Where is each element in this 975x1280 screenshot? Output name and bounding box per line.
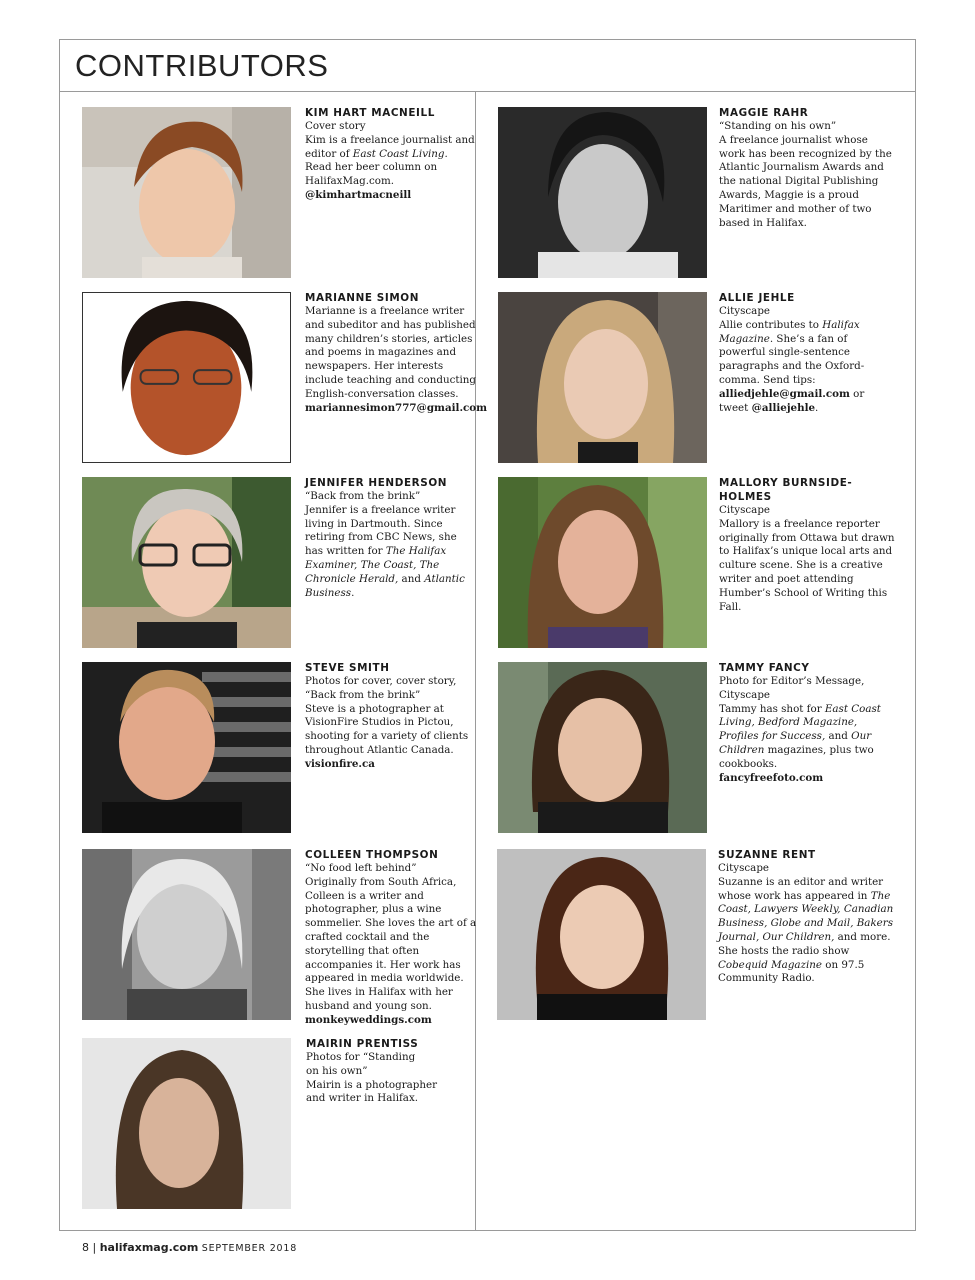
social-handle: @kimhartmacneill — [305, 188, 412, 201]
header-divider — [59, 91, 916, 92]
contributor-description: Suzanne is an editor and writer whose work has appeared in The Coast, Lawyers Weekly, Canadian Business, Globe and Mail, Bakers Journal, Our Children, and more. She hosts the radio show Cobequid Magazine on 97.5 Community Radio. — [718, 875, 894, 985]
contributor-website: monkeyweddings.com — [305, 1013, 432, 1026]
contributor-description: Steve is a photographer at VisionFire Studios in Pictou, shooting for a variety of clients throughout Atlantic Canada. visionfire.ca — [305, 702, 469, 770]
contributor-bio-marianne — [305, 291, 488, 415]
contributor-name: MARIANNE SIMON — [305, 292, 420, 304]
page-title: CONTRIBUTORS — [75, 48, 329, 83]
contributor-photo-kim — [82, 107, 291, 278]
contributor-photo-mallory — [498, 477, 707, 648]
contributor-name: JENNIFER HENDERSON — [305, 477, 448, 489]
contributor-description: Allie contributes to Halifax Magazine. She’s a fan of powerful single-sentence paragraphs and the Oxford-comma. Send tips: alliedjehle@gmail.com or tweet @alliejehle. — [719, 318, 865, 414]
page-footer — [82, 1241, 297, 1254]
contributor-photo-colleen — [82, 849, 291, 1020]
contributor-website: visionfire.ca — [305, 757, 375, 770]
contributor-bio-allie — [719, 291, 895, 415]
contributor-name: MAIRIN PRENTISS — [306, 1038, 419, 1050]
social-handle: @alliejehle — [751, 401, 816, 414]
contributor-email: mariannesimon777@gmail.com — [305, 401, 488, 414]
contributor-role: Cityscape — [718, 862, 770, 874]
contributor-role: Photo for Editor’s Message, Cityscape — [719, 675, 865, 701]
contributor-role: Cover story — [305, 120, 366, 132]
contributor-photo-maggie — [498, 107, 707, 278]
contributor-photo-tammy — [498, 662, 707, 833]
contributor-role: “Standing on his own” — [719, 120, 837, 132]
issue-date: SEPTEMBER 2018 — [201, 1243, 298, 1254]
contributor-bio-jennifer — [305, 476, 477, 600]
contributor-email: alliedjehle@gmail.com — [719, 387, 850, 400]
contributor-role: Photos for “Standing on his own” — [306, 1051, 416, 1077]
contributor-name: STEVE SMITH — [305, 662, 390, 674]
contributor-role: Cityscape — [719, 504, 771, 516]
contributor-bio-mallory — [719, 476, 895, 614]
contributor-photo-mairin — [82, 1038, 291, 1209]
contributor-description: A freelance journalist whose work has been recognized by the Atlantic Journalism Awards and the national Digital Publishing Awards, Maggie is a proud Maritimer and mother of two based in Halifax. — [719, 133, 892, 229]
footer-separator: | — [92, 1241, 97, 1254]
contributor-name: KIM HART MACNEILL — [305, 107, 435, 119]
contributor-website: fancyfreefoto.com — [719, 771, 824, 784]
contributor-photo-suzanne — [497, 849, 706, 1020]
footer-site-link[interactable]: halifaxmag.com — [99, 1241, 199, 1254]
contributor-bio-steve — [305, 661, 477, 772]
contributor-description: Kim is a freelance journalist and editor of East Coast Living. Read her beer column on HalifaxMag.com. — [305, 133, 475, 188]
contributor-photo-steve — [82, 662, 291, 833]
contributor-name: ALLIE JEHLE — [719, 292, 795, 304]
contributor-name: MAGGIE RAHR — [719, 107, 809, 119]
contributor-role: “No food left behind” — [305, 862, 417, 874]
contributor-description: Mairin is a photographer and writer in Halifax. — [306, 1078, 438, 1105]
contributor-bio-colleen — [305, 848, 477, 1028]
contributor-bio-maggie — [719, 106, 895, 230]
contributor-bio-mairin — [306, 1037, 478, 1106]
contributor-role: Cityscape — [719, 305, 771, 317]
contributor-photo-marianne — [82, 292, 291, 463]
contributor-bio-suzanne — [718, 848, 894, 986]
contributor-bio-kim — [305, 106, 477, 203]
contributor-bio-tammy — [719, 661, 895, 785]
contributor-name: SUZANNE RENT — [718, 849, 816, 861]
contributor-photo-allie — [498, 292, 707, 463]
contributor-role: Photos for cover, cover story, “Back from the brink” — [305, 675, 457, 701]
contributor-name: MALLORY BURNSIDE-HOLMES — [719, 477, 853, 503]
contributor-photo-jennifer — [82, 477, 291, 648]
contributor-description: Originally from South Africa, Colleen is a writer and photographer, plus a wine sommelier. She loves the art of a crafted cocktail and the storytelling that often accompanies it. Her work has appeared in media worldwide. She lives in Halifax with her husband and young son. — [305, 875, 477, 1012]
contributor-description: Mallory is a freelance reporter originally from Ottawa but drawn to Halifax’s unique local arts and culture scene. She is a creative writer and poet attending Humber’s School of Writing this Fall. — [719, 517, 895, 613]
contributor-description: Marianne is a freelance writer and subeditor and has published many children’s stories, articles and poems in magazines and newspapers. Her interests include teaching and conducting English-conversation classes. — [305, 305, 477, 400]
contributor-role: “Back from the brink” — [305, 490, 421, 502]
contributor-name: TAMMY FANCY — [719, 662, 810, 674]
page-number: 8 — [82, 1241, 89, 1254]
contributor-description: Tammy has shot for East Coast Living, Bedford Magazine, Profiles for Success, and Our Children magazines, plus two cookbooks. — [719, 702, 881, 770]
contributor-description: Jennifer is a freelance writer living in Dartmouth. Since retiring from CBC News, she has written for The Halifax Examiner, The Coast, The Chronicle Herald, and Atlantic Business. — [305, 503, 465, 599]
contributor-name: COLLEEN THOMPSON — [305, 849, 439, 861]
